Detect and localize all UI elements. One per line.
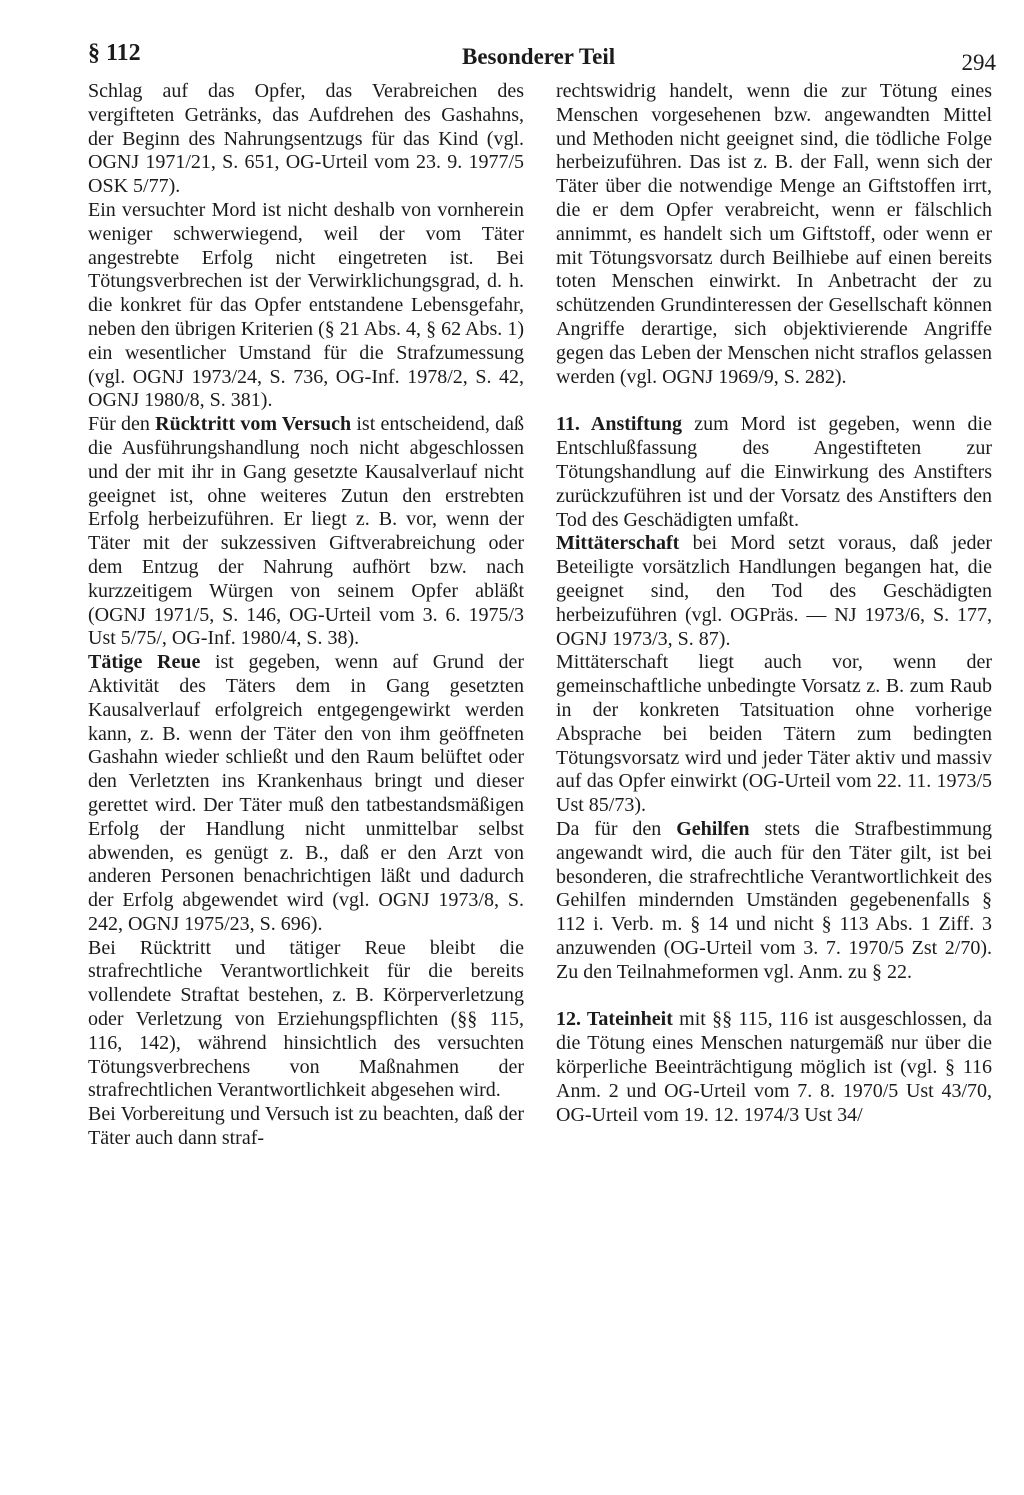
running-title: Besonderer Teil xyxy=(462,44,616,69)
term-heading: Mittäterschaft xyxy=(556,532,680,555)
paragraph: Mittäterschaft bei Mord setzt voraus, daß jeder Beteiligte vorsätzlich Handlungen begangen hat, die geeignet sind, den Tod des Geschädigten herbeizuführen (vgl. OGPräs. — NJ 1973/6, S. 177, OGNJ 1973/3, S. 87). xyxy=(556,532,992,650)
paragraph: Bei Rücktritt und tätiger Reue bleibt die strafrechtliche Verantwortlichkeit für die bereits vollendete Straftat bestehen, z. B. Körperverletzung oder Verletzung von Erziehungspflichten (§§ 115, 116, 142), während hinsichtlich des versuchten Tötungsverbrechens von Maßnahmen der strafrechtlichen Verantwortlichkeit abgesehen wird. xyxy=(88,936,524,1102)
section-marker: § 112 xyxy=(88,40,141,66)
paragraph: rechtswidrig handelt, wenn die zur Tötung eines Menschen vorgesehenen bzw. angewandten Mittel und Methoden nicht geeignet sind, die tödliche Folge herbeizuführen. Das ist z. B. der Fall, wenn sich der Täter über die notwendige Menge an Giftstoffen irrt, die er dem Opfer verabreicht, wenn er fälschlich annimmt, es handelt sich um Giftstoff, oder wenn er mit Tötungsvorsatz durch Beilhiebe auf einen bereits toten Menschen einwirkt. In Anbetracht der zu schützenden Grundinteressen der Gesellschaft können Angriffe derartige, sich objektivierende Angriffe gegen das Leben der Menschen nicht straflos gelassen werden (vgl. OGNJ 1969/9, S. 282). xyxy=(556,80,992,388)
left-column xyxy=(88,80,524,1151)
paragraph: Bei Vorbereitung und Versuch ist zu beachten, daß der Täter auch dann straf- xyxy=(88,1103,524,1150)
page-header xyxy=(88,40,996,74)
term-heading: 12. Tateinheit xyxy=(556,1008,673,1031)
term-heading: Gehilfen xyxy=(676,817,750,840)
paragraph: 12. Tateinheit mit §§ 115, 116 ist ausgeschlossen, da die Tötung eines Menschen naturgemäß nur über die körperliche Beeinträchtigung möglich ist (vgl. § 116 Anm. 2 und OG-Urteil vom 7. 8. 1970/5 Ust 43/70, OG-Urteil vom 19. 12. 1974/3 Ust 34/ xyxy=(556,1008,992,1126)
page-number: 294 xyxy=(961,50,996,75)
term-heading: Rücktritt vom Versuch xyxy=(155,413,352,436)
paragraph: Da für den Gehilfen stets die Strafbestimmung angewandt wird, die auch für den Täter gilt, ist bei besonderen, die strafrechtliche Verantwortlichkeit des Gehilfen mindernden Umständen gegebenenfalls § 112 i. Verb. m. § 14 und nicht § 113 Abs. 1 Ziff. 3 anzuwenden (OG-Urteil vom 3. 7. 1970/5 Zst 2/70). Zu den Teilnahmeformen vgl. Anm. zu § 22. xyxy=(556,817,992,983)
term-heading: 11. Anstiftung xyxy=(556,413,683,436)
paragraph: 11. Anstiftung zum Mord ist gegeben, wenn die Entschlußfassung des Angestifteten zur Tötungshandlung auf die Einwirkung des Anstifters zurückzuführen ist und der Vorsatz des Anstifters den Tod des Geschädigten umfaßt. xyxy=(556,413,992,531)
paragraph: Tätige Reue ist gegeben, wenn auf Grund der Aktivität des Täters dem in Gang gesetzten Kausalverlauf erfolgreich entgegengewirkt werden kann, z. B. wenn der Täter den von ihm geöffneten Gashahn wieder schließt und den Raum belüftet oder den Verletzten ins Krankenhaus bringt und dieser gerettet wird. Der Täter muß den tatbestandsmäßigen Erfolg der Handlung nicht unmittelbar selbst abwenden, es genügt z. B., daß er den Arzt von anderen Personen benachrichtigen läßt und dadurch der Erfolg abgewendet wird (vgl. OGNJ 1973/8, S. 242, OGNJ 1975/23, S. 696). xyxy=(88,651,524,935)
right-column xyxy=(556,80,992,1127)
paragraph: Mittäterschaft liegt auch vor, wenn der gemeinschaftliche unbedingte Vorsatz z. B. zum Raub in der konkreten Tatsituation ohne vorherige Absprache bei beiden Tätern zum bedingten Tötungsvorsatz wird und jeder Täter aktiv und massiv auf das Opfer einwirkt (OG-Urteil vom 22. 11. 1973/5 Ust 85/73). xyxy=(556,651,992,817)
term-heading: Tätige Reue xyxy=(88,651,201,674)
paragraph: Schlag auf das Opfer, das Verabreichen des vergifteten Getränks, das Aufdrehen des Gashahns, der Beginn des Nahrungsentzugs für das Kind (vgl. OGNJ 1971/21, S. 651, OG-Urteil vom 23. 9. 1977/5 OSK 5/77). xyxy=(88,80,524,198)
paragraph: Ein versuchter Mord ist nicht deshalb von vornherein weniger schwerwiegend, weil der vom Täter angestrebte Erfolg nicht eingetreten ist. Bei Tötungsverbrechen ist der Verwirklichungsgrad, d. h. die konkret für das Opfer entstandene Lebensgefahr, neben den übrigen Kriterien (§ 21 Abs. 4, § 62 Abs. 1) ein wesentlicher Umstand für die Strafzumessung (vgl. OGNJ 1973/24, S. 736, OG-Inf. 1978/2, S. 42, OGNJ 1980/8, S. 381). xyxy=(88,198,524,412)
paragraph: Für den Rücktritt vom Versuch ist entscheidend, daß die Ausführungshandlung noch nicht abgeschlossen und der mit ihr in Gang gesetzte Kausalverlauf nicht geeignet ist, ohne weiteres Zutun den erstrebten Erfolg herbeizuführen. Er liegt z. B. vor, wenn der Täter mit der sukzessiven Giftverabreichung oder dem Entzug der Nahrung aufhört bzw. nach kurzzeitigem Würgen von seinem Opfer abläßt (OGNJ 1971/5, S. 146, OG-Urteil vom 3. 6. 1975/3 Ust 5/75/, OG-Inf. 1980/4, S. 38). xyxy=(88,413,525,650)
